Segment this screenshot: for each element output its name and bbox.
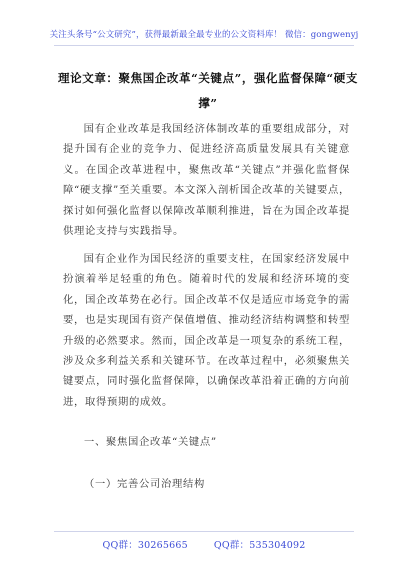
header-divider bbox=[54, 45, 354, 46]
paragraph-introduction: 国有企业作为国民经济的重要支柱，在国家经济发展中扮演着举足轻重的角色。随着时代的发展和经济环境的变化，国企改革势在必行。国企改革不仅是适应市场竞争的需要，也是实现国有资产保值增值、推动经济结构调整和转型升级的必然要求。然而，国企改革是一项复杂的系统工程，涉及众多利益关系和关键环节。在改革过程中，必须聚焦关键要点，同时强化监督保障，以确保改革沿着正确的方向前进，取得预期的成效。 bbox=[63, 253, 350, 408]
footer-contacts bbox=[0, 537, 408, 551]
section-heading: 一、聚焦国企改革“关键点” bbox=[84, 436, 217, 448]
subsection-heading: （一）完善公司治理结构 bbox=[84, 478, 205, 490]
document-title: 理论文章：聚焦国企改革“关键点”，强化监督保障“硬支撑” bbox=[58, 71, 358, 110]
footer-qq-group-1: QQ群：30265665 bbox=[102, 540, 188, 551]
footer-qq-group-2: QQ群：535304092 bbox=[213, 540, 306, 551]
footer-divider bbox=[54, 531, 354, 532]
paragraph-abstract: 国有企业改革是我国经济体制改革的重要组成部分，对提升国有企业的竞争力、促进经济高质量发展具有关键意义。在国企改革进程中，聚焦改革“关键点”并强化监督保障“硬支撑”至关重要。本文深入剖析国企改革的关键要点，探讨如何强化监督以保障改革顺利推进，旨在为国企改革提供理论支持与实践指导。 bbox=[63, 123, 350, 238]
header-banner: 关注头条号“公文研究”，获得最新最全最专业的公文资料库！ 微信：gongwenyj bbox=[49, 30, 359, 40]
